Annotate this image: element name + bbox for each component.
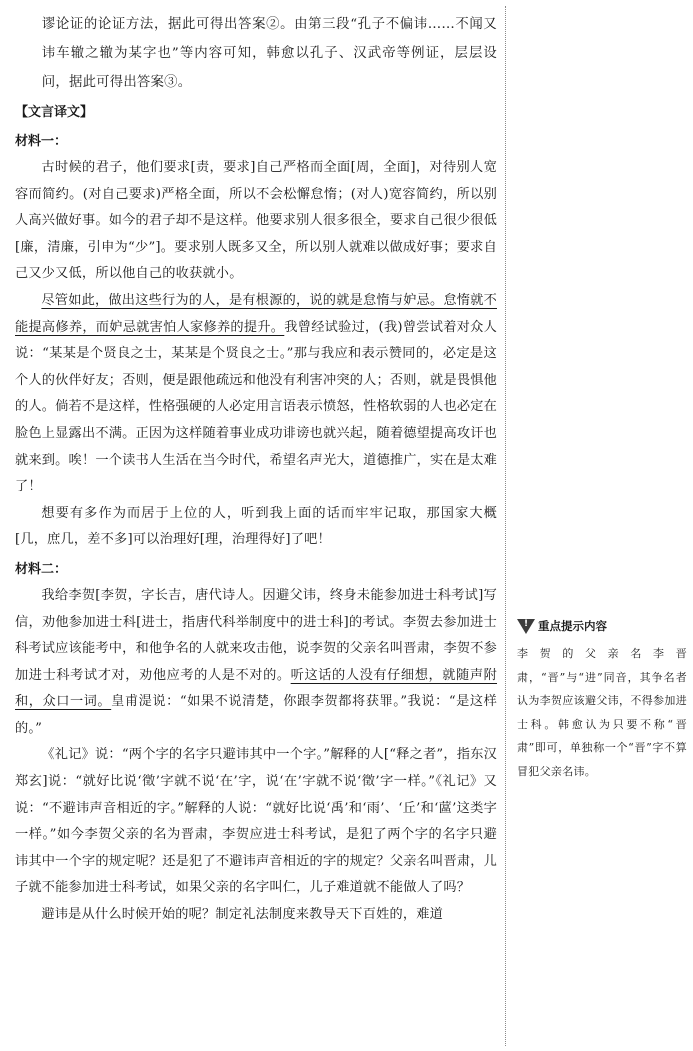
- column-divider: [505, 6, 506, 1046]
- material-one-paragraph-1: 古时候的君子，他们要求[责，要求]自己严格而全面[周，全面]，对待别人宽容而简约。(对自己要求)严格全面，所以不会松懈怠惰；(对人)宽容简约，所以别人高兴做好事。如今的君子却不是这样。他要求别人很多很全，要求自己很少很低[廉，清廉，引申为“少”]。要求别人既多又全，所以别人就难以做成好事；要求自己又少又低，所以他自己的收获就小。: [15, 160, 497, 282]
- material-two-paragraph-2: 《礼记》说：“两个字的名字只避讳其中一个字。”解释的人[“释之者”，指东汉郑玄]说：“就好比说‘徵’字就不说‘在’字，说‘在’字就不说‘徵’字一样。”《礼记》又说：“不避讳声音相近的字。”解释的人说：“就好比说‘禹’和‘雨’、‘丘’和‘蓲’这类字一样。”如今李贺父亲的名为晋肃，李贺应进士科考试，是犯了两个字的名字只避讳其中一个字的规定呢？还是犯了不避讳声音相近的字的规定？父亲名叫晋肃，儿子就不能参加进士科考试，如果父亲的名字叫仁，儿子难道就不能做人了吗？: [15, 747, 497, 896]
- material-one-paragraph-2: [15, 288, 497, 501]
- side-note-title-text: 重点提示内容: [538, 619, 607, 633]
- underlined-key-sentence: 听这话的人没有仔细想，就随声附和，众口一词。: [15, 667, 498, 710]
- material-two-paragraph-3: 避讳是从什么时候开始的呢？制定礼法制度来教导天下百姓的，难道: [41, 907, 444, 923]
- paragraph-text: 我给李贺[李贺，字长吉，唐代诗人。因避父讳，终身未能参加进士科考试]写信，劝他参加进士科[进士，指唐代科举制度中的进士科]的考试。李贺去参加进士科考试应该能考中，和他争名的人就来攻击他，说李贺的父亲名叫晋肃，李贺不参加进士科考试才对，劝他应考的人是不对的。: [15, 587, 497, 683]
- main-column: [15, 10, 497, 929]
- material-one-label: 材料一：: [15, 134, 68, 149]
- side-note: [517, 616, 687, 784]
- paragraph-text: 皇甫湜说：“如果不说清楚，你跟李贺都将获罪。”我说：“是这样的。”: [15, 694, 498, 736]
- analysis-text: 谬论证的论证方法，据此可得出答案②。由第三段“孔子不偏讳……不闻又讳车辙之辙为某字也”等内容可知，韩愈以孔子、汉武帝等例证，层层设问，据此可得出答案③。: [41, 17, 497, 90]
- underlined-key-sentence: 尽管如此，做出这些行为的人，是有根源的，说的就是怠惰与妒忌。怠惰就不能提高修养，而妒忌就害怕人家修养的提升。: [15, 292, 497, 335]
- side-note-text: 李贺的父亲名李晋肃，“晋”与“进”同音，其争名者认为李贺应该避父讳，不得参加进士科。韩愈认为只要不称“晋肃”即可，单独称一个“晋”字不算冒犯父亲名讳。: [517, 647, 687, 778]
- translation-heading: 【文言译文】: [15, 105, 94, 120]
- paragraph-text: 我曾经试验过，(我)曾尝试着对众人说：“某某是个贤良之士，某某是个贤良之士。”那与我应和表示赞同的，必定是这个人的伙伴好友；否则，便是跟他疏远和他没有利害冲突的人；否则，就是畏惧他的人。倘若不是这样，性格强硬的人必定用言语表示愤怒，性格软弱的人也必定在脸色上显露出不满。正因为这样随着事业成功诽谤也就兴起，随着德望提高攻讦也就来到。唉！一个读书人生活在当今时代，希望名声光大，道德推广，实在是太难了！: [15, 319, 497, 495]
- side-note-title: [517, 616, 687, 636]
- material-two-label: 材料二：: [15, 561, 68, 577]
- analysis-paragraph: [15, 10, 497, 97]
- material-two-paragraph-1: [15, 583, 497, 743]
- exclamation-triangle-icon: !: [517, 619, 535, 634]
- material-one-paragraph-3: 想要有多作为而居于上位的人，听到我上面的话而牢牢记取，那国家大概[几，庶几，差不多]可以治理好[理，治理得好]了吧！: [15, 505, 497, 548]
